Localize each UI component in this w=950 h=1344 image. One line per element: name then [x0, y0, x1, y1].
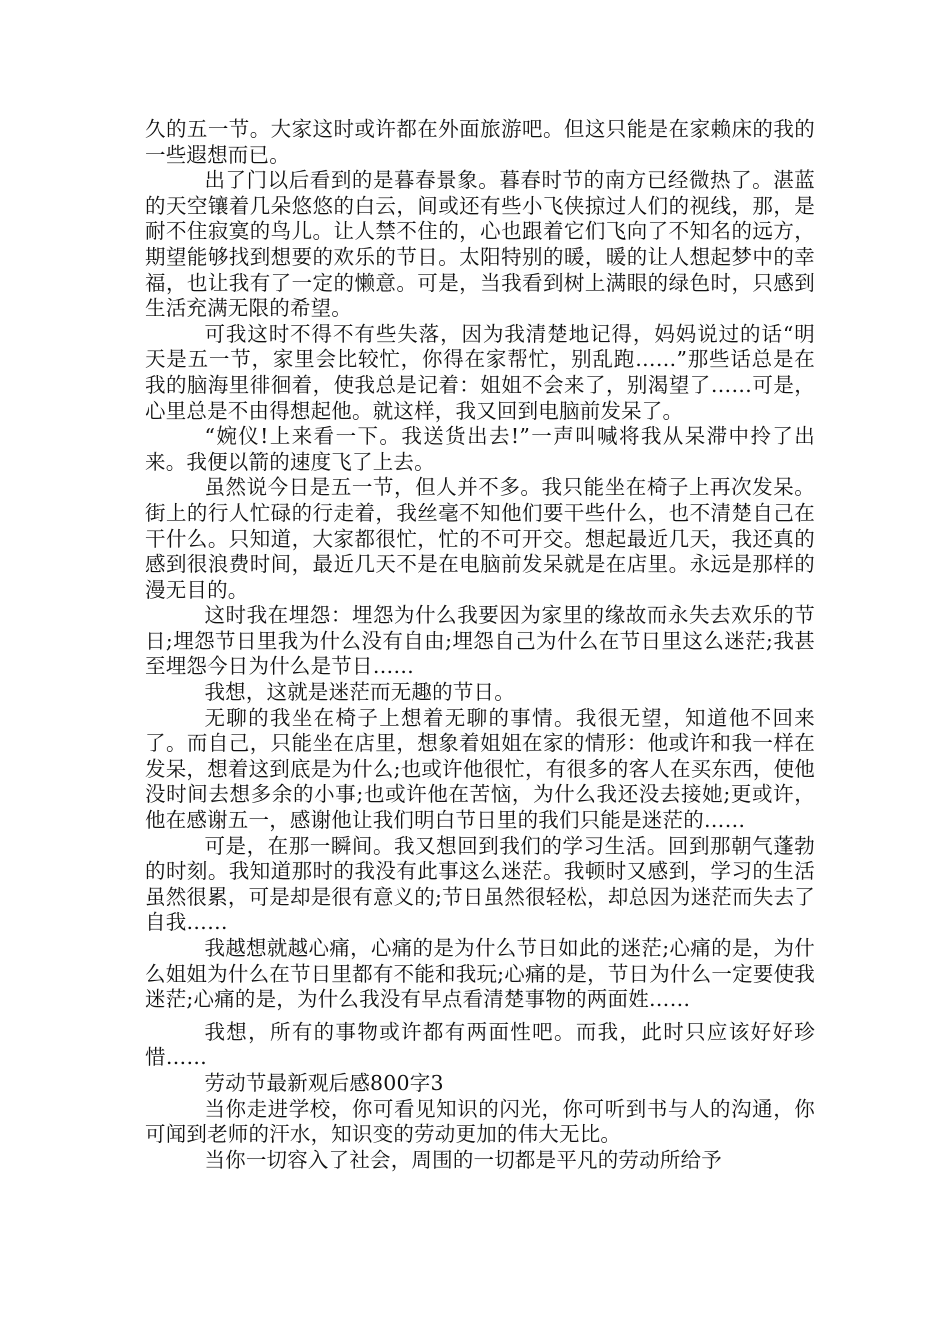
paragraph-6: 这时我在埋怨：埋怨为什么我要因为家里的缘故而永失去欢乐的节日;埋怨节日里我为什么没有自由;埋怨自己为什么在节日里这么迷茫;我甚至埋怨今日为什么是节日…… — [145, 603, 815, 679]
paragraph-7: 我想，这就是迷茫而无趣的节日。 — [204, 680, 515, 705]
section-heading: 劳动节最新观后感800字3 — [204, 1070, 444, 1095]
paragraph-4: “婉仪!上来看一下。我送货出去!”一声叫喊将我从呆滞中拎了出来。我便以箭的速度飞了上去。 — [145, 424, 815, 474]
paragraph-1: 久的五一节。大家这时或许都在外面旅游吧。但这只能是在家赖床的我的一些遐想而已。 — [145, 117, 815, 167]
paragraph-2: 出了门以后看到的是暮春景象。暮春时节的南方已经微热了。湛蓝的天空镶着几朵悠悠的白云，间或还有些小飞侠掠过人们的视线，那，是耐不住寂寞的鸟儿。让人禁不住的，心也跟着它们飞向了不知名的远方，期望能够找到想要的欢乐的节日。太阳特别的暖，暖的让人想起梦中的幸福，也让我有了一定的懒意。可是，当我看到树上满眼的绿色时，只感到生活充满无限的希望。 — [145, 168, 815, 321]
paragraph-11: 我想，所有的事物或许都有两面性吧。而我，此时只应该好好珍惜…… — [145, 1019, 815, 1070]
paragraph-5: 虽然说今日是五一节，但人并不多。我只能坐在椅子上再次发呆。街上的行人忙碌的行走着，我丝毫不知他们要干些什么，也不清楚自己在干什么。只知道，大家都很忙，忙的不可开交。想起最近几天，我还真的感到很浪费时间，最近几天不是在电脑前发呆就是在店里。永远是那样的漫无目的。 — [145, 475, 815, 602]
paragraph-12: 当你走进学校，你可看见知识的闪光，你可听到书与人的沟通，你可闻到老师的汗水，知识变的劳动更加的伟大无比。 — [145, 1096, 815, 1147]
paragraph-3: 可我这时不得不有些失落，因为我清楚地记得，妈妈说过的话“明天是五一节，家里会比较忙，你得在家帮忙，别乱跑……”那些话总是在我的脑海里徘徊着，使我总是记着：姐姐不会来了，别渴望了……可是，心里总是不由得想起他。就这样，我又回到电脑前发呆了。 — [145, 321, 815, 423]
document-page — [145, 117, 815, 1173]
paragraph-8: 无聊的我坐在椅子上想着无聊的事情。我很无望，知道他不回来了。而自己，只能坐在店里，想象着姐姐在家的情形：他或许和我一样在发呆，想着这到底是为什么;也或许他很忙，有很多的客人在买东西，使他没时间去想多余的小事;也或许他在苦恼，为什么我还没去接她;更或许，他在感谢五一，感谢他让我们明白节日里的我们只能是迷茫的…… — [145, 705, 815, 833]
paragraph-10: 我越想就越心痛，心痛的是为什么节日如此的迷茫;心痛的是，为什么姐姐为什么在节日里都有不能和我玩;心痛的是，节日为什么一定要使我迷茫;心痛的是，为什么我没有早点看清楚事物的两面姓…… — [145, 936, 815, 1012]
paragraph-13: 当你一切容入了社会，周围的一切都是平凡的劳动所给予 — [204, 1147, 722, 1172]
paragraph-9: 可是，在那一瞬间。我又想回到我们的学习生活。回到那朝气蓬勃的时刻。我知道那时的我没有此事这么迷茫。我顿时又感到，学习的生活虽然很累，可是却是很有意义的;节日虽然很轻松，却总因为迷茫而失去了自我…… — [145, 833, 815, 935]
